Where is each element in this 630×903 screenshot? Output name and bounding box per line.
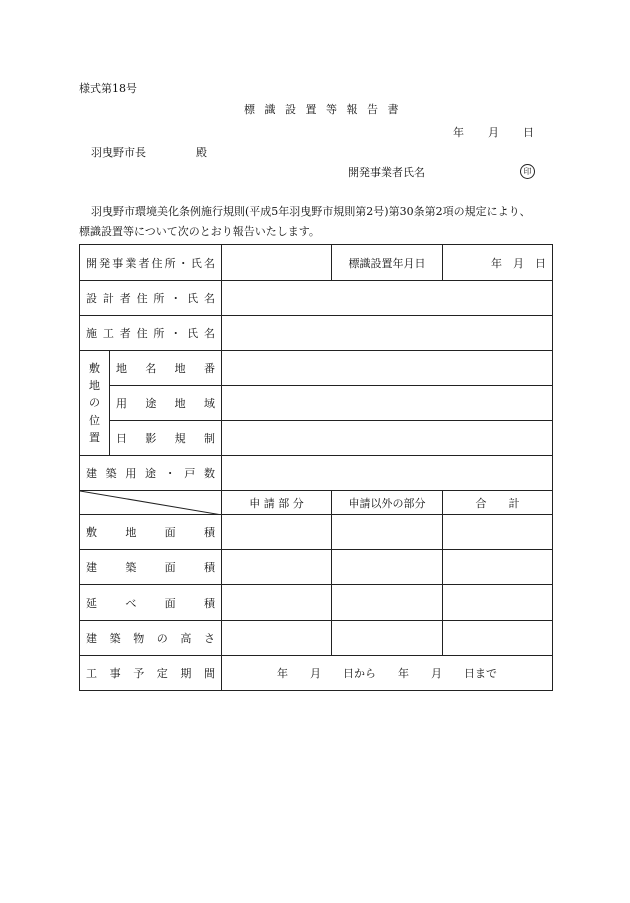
lot-number-label: 地 名 地 番 — [110, 351, 222, 386]
date-month: 月 — [488, 126, 499, 139]
builder-label: 施工者住所・氏名 — [80, 316, 222, 351]
designer-field[interactable] — [222, 281, 553, 316]
floor-area-other[interactable] — [332, 585, 443, 621]
header-total: 合 計 — [443, 491, 553, 515]
building-area-other[interactable] — [332, 550, 443, 585]
developer-address-label: 開発事業者住所・氏名 — [80, 245, 222, 281]
site-position-label: 敷 地 の 位 置 — [80, 351, 110, 456]
table-row — [80, 316, 553, 351]
body-text-line1: 羽曳野市環境美化条例施行規則(平成5年羽曳野市規則第2号)第30条第2項の規定により、 — [91, 205, 531, 218]
building-area-application[interactable] — [222, 550, 332, 585]
building-use-label: 建築用途・戸数 — [80, 456, 222, 491]
document-title: 標 識 設 置 等 報 告 書 — [244, 103, 402, 116]
site-area-other[interactable] — [332, 515, 443, 550]
table-row — [80, 456, 553, 491]
seal-mark: 印 — [520, 164, 535, 179]
header-application-part: 申 請 部 分 — [222, 491, 332, 515]
site-area-total[interactable] — [443, 515, 553, 550]
schedule-label: 工 事 予 定 期 間 — [80, 656, 222, 691]
building-height-other[interactable] — [332, 621, 443, 656]
sign-date-label: 標識設置年月日 — [332, 245, 443, 281]
diagonal-header-cell — [80, 491, 222, 515]
diagonal-line — [80, 491, 222, 515]
table-row — [80, 585, 553, 621]
shadow-regulation-label: 日 影 規 制 — [110, 421, 222, 456]
table-row — [80, 550, 553, 585]
designer-label: 設計者住所・氏名 — [80, 281, 222, 316]
schedule-field[interactable]: 年 月 日から 年 月 日まで — [222, 656, 553, 691]
table-row — [80, 515, 553, 550]
date-year: 年 — [453, 126, 464, 139]
building-area-label: 建 築 面 積 — [80, 550, 222, 585]
site-area-label: 敷 地 面 積 — [80, 515, 222, 550]
table-row — [80, 386, 553, 421]
table-row — [80, 421, 553, 456]
table-row — [80, 351, 553, 386]
table-row — [80, 656, 553, 691]
table-row — [80, 621, 553, 656]
building-height-application[interactable] — [222, 621, 332, 656]
form-number: 様式第18号 — [79, 82, 137, 95]
zoning-field[interactable] — [222, 386, 553, 421]
addressee-honorific: 殿 — [196, 146, 207, 159]
lot-number-field[interactable] — [222, 351, 553, 386]
site-area-application[interactable] — [222, 515, 332, 550]
sign-date-field[interactable]: 年 月 日 — [443, 245, 553, 281]
addressee-name: 羽曳野市長 — [91, 146, 146, 159]
building-height-label: 建 築 物 の 高 さ — [80, 621, 222, 656]
building-area-total[interactable] — [443, 550, 553, 585]
floor-area-label: 延 べ 面 積 — [80, 585, 222, 621]
report-form-table — [79, 244, 553, 691]
builder-field[interactable] — [222, 316, 553, 351]
floor-area-application[interactable] — [222, 585, 332, 621]
zoning-label: 用 途 地 域 — [110, 386, 222, 421]
floor-area-total[interactable] — [443, 585, 553, 621]
building-use-field[interactable] — [222, 456, 553, 491]
building-height-total[interactable] — [443, 621, 553, 656]
table-row — [80, 281, 553, 316]
shadow-regulation-field[interactable] — [222, 421, 553, 456]
header-other-part: 申請以外の部分 — [332, 491, 443, 515]
developer-address-field[interactable] — [222, 245, 332, 281]
developer-name-label: 開発事業者氏名 — [348, 166, 425, 179]
body-text-line2: 標識設置等について次のとおり報告いたします。 — [79, 225, 320, 238]
table-row — [80, 245, 553, 281]
date-day: 日 — [523, 126, 534, 139]
table-row — [80, 491, 553, 515]
